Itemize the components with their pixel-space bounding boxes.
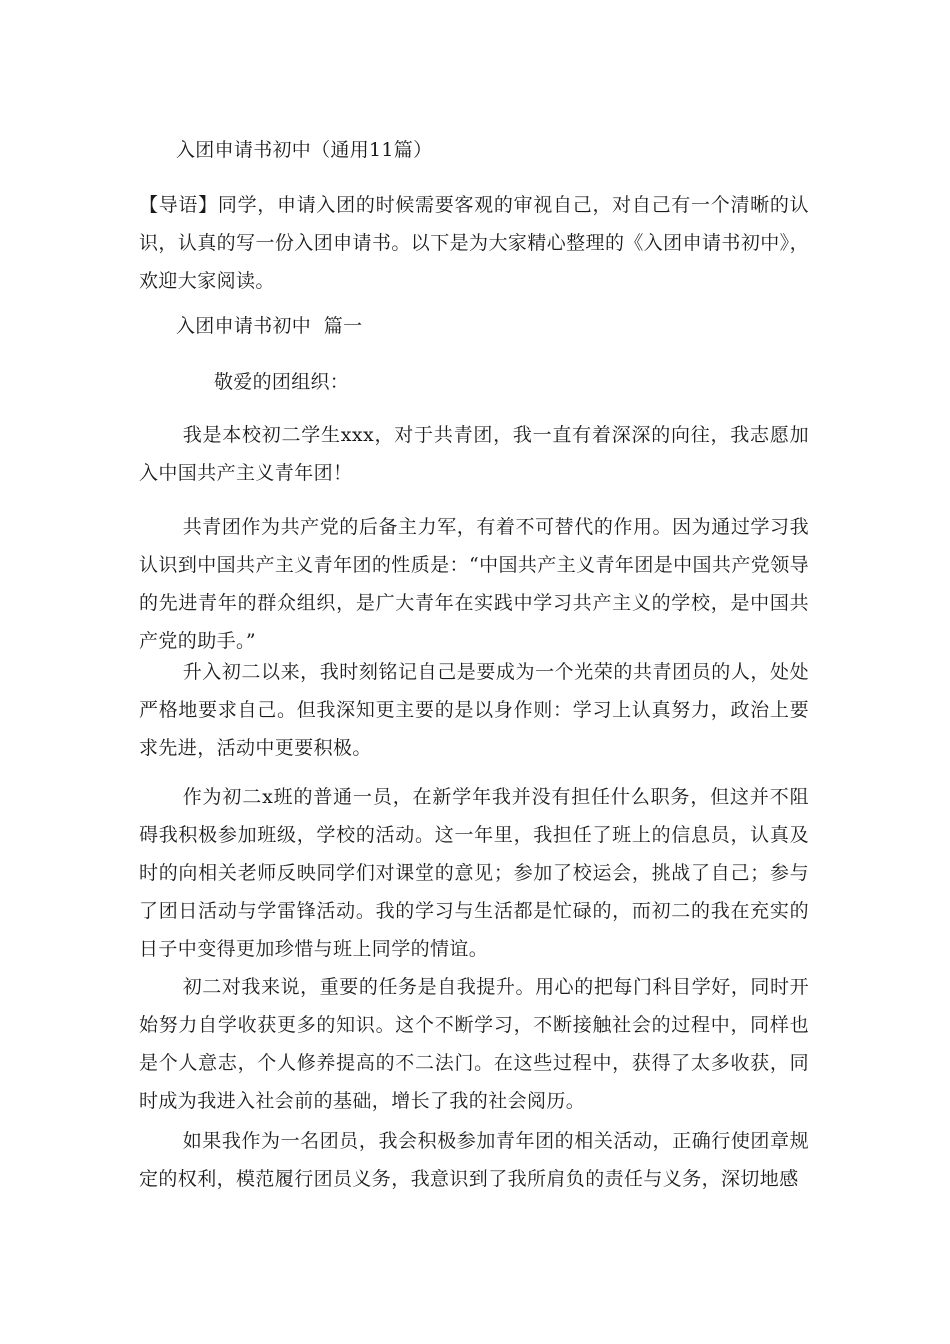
intro-paragraph: 【导语】同学，申请入团的时候需要客观的审视自己，对自己有一个清晰的认识，认真的写一份入团申请书。以下是为大家精心整理的《入团申请书初中》，欢迎大家阅读。 [139, 194, 809, 292]
body-paragraph: 共青团作为共产党的后备主力军，有着不可替代的作用。因为通过学习我认识到中国共产主义青年团的性质是：“中国共产主义青年团是中国共产党领导的先进青年的群众组织，是广大青年在实践中学习共产主义的学校，是中国共产党的助手。” [139, 516, 809, 652]
section-heading: 入团申请书初中 篇一 [176, 315, 363, 337]
body-paragraph: 初二对我来说，重要的任务是自我提升。用心的把每门科目学好，同时开始努力自学收获更多的知识。这个不断学习，不断接触社会的过程中，同样也是个人意志，个人修养提高的不二法门。在这些过程中，获得了太多收获，同时成为我进入社会前的基础，增长了我的社会阅历。 [139, 976, 809, 1112]
body-paragraph: 升入初二以来，我时刻铭记自己是要成为一个光荣的共青团员的人，处处严格地要求自己。但我深知更主要的是以身作则：学习上认真努力，政治上要求先进，活动中更要积极。 [139, 661, 809, 759]
body-paragraph: 我是本校初二学生xxx，对于共青团，我一直有着深深的向往，我志愿加入中国共产主义青年团！ [139, 424, 809, 484]
salutation: 敬爱的团组织： [214, 371, 350, 393]
body-paragraph: 作为初二x班的普通一员，在新学年我并没有担任什么职务，但这并不阻碍我积极参加班级，学校的活动。这一年里，我担任了班上的信息员，认真及时的向相关老师反映同学们对课堂的意见；参加了校运会，挑战了自己；参与了团日活动与学雷锋活动。我的学习与生活都是忙碌的，而初二的我在充实的日子中变得更加珍惜与班上同学的情谊。 [139, 786, 809, 960]
document-title: 入团申请书初中（通用11篇） [176, 139, 433, 161]
body-paragraph: 如果我作为一名团员，我会积极参加青年团的相关活动，正确行使团章规定的权利，模范履行团员义务，我意识到了我所肩负的责任与义务，深切地感 [139, 1130, 809, 1190]
